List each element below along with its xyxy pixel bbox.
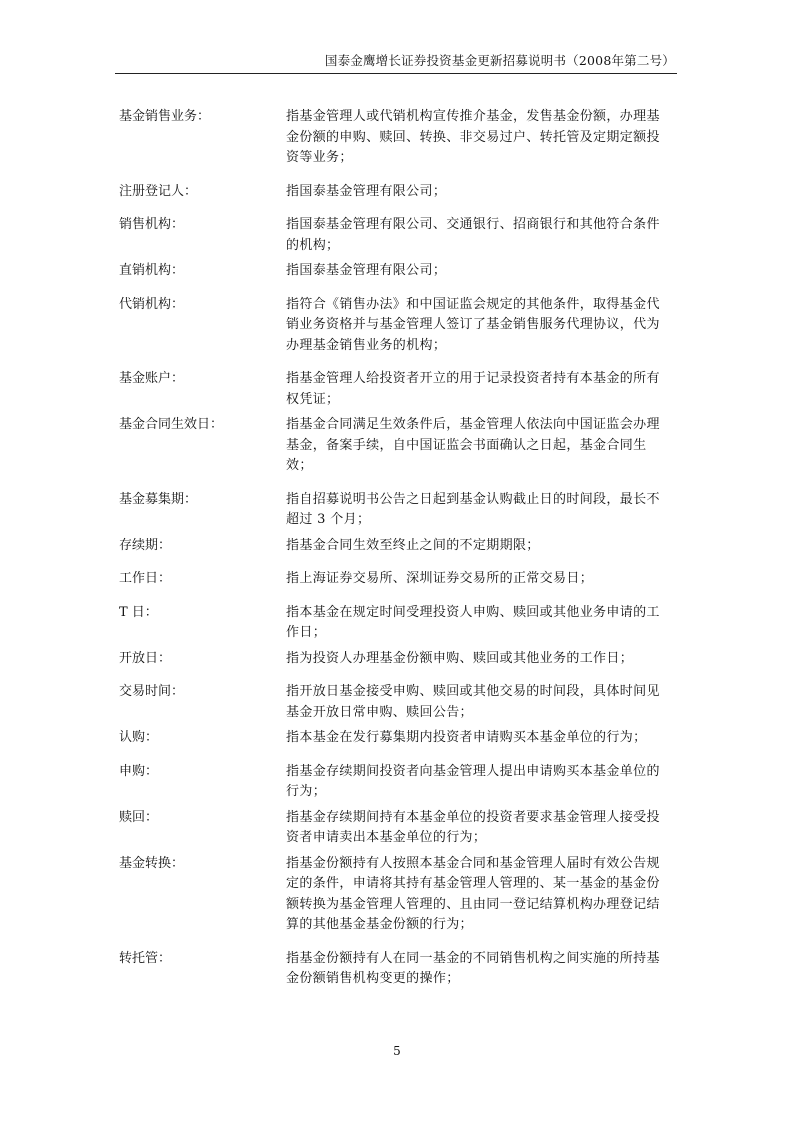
definition-text: 指符合《销售办法》和中国证监会规定的其他条件，取得基金代销业务资格并与基金管理人签订了基金销售服务代理协议，代为办理基金销售业务的机构；	[286, 296, 660, 353]
definition-row	[119, 369, 679, 410]
definition-text: 指基金合同满足生效条件后，基金管理人依法向中国证监会办理基金，备案手续，自中国证监会书面确认之日起，基金合同生效；	[286, 417, 660, 473]
definition-term: 工作日：	[119, 571, 172, 586]
definition-row	[119, 415, 679, 477]
definition-row	[119, 215, 679, 256]
definition-term: 基金合同生效日：	[119, 417, 224, 432]
definition-text: 指基金份额持有人在同一基金的不同销售机构之间实施的所持基金份额销售机构变更的操作；	[286, 950, 660, 986]
definition-term: 基金转换：	[119, 855, 185, 871]
page-number: 5	[393, 1044, 401, 1058]
definition-term: 代销机构：	[119, 296, 185, 312]
definition-row	[119, 182, 679, 203]
definition-row	[119, 569, 679, 590]
definition-term: 认购：	[119, 730, 159, 745]
definition-row	[119, 682, 679, 723]
definition-text: 指基金合同生效至终止之间的不定期期限；	[286, 537, 540, 553]
definition-term: 注册登记人：	[119, 183, 198, 199]
definition-text: 指基金存续期间投资者向基金管理人提出申请购买本基金单位的行为；	[286, 763, 660, 799]
definition-term: 申购：	[119, 763, 159, 779]
definition-row	[119, 762, 679, 803]
definition-text: 指国泰基金管理有限公司、交通银行、招商银行和其他符合条件的机构；	[286, 217, 660, 253]
definition-row	[119, 536, 679, 557]
definition-term: T 日：	[119, 604, 158, 620]
definition-row	[119, 107, 679, 169]
definition-term: 基金账户：	[119, 371, 185, 386]
header-rule	[115, 73, 677, 74]
definition-text: 指上海证券交易所、深圳证券交易所的正常交易日；	[286, 571, 594, 586]
running-header: 国泰金鹰增长证券投资基金更新招募说明书（2008年第二号）	[324, 53, 675, 68]
definition-text: 指自招募说明书公告之日起到基金认购截止日的时间段，最长不超过 3 个月；	[286, 491, 660, 527]
definition-text: 指本基金在规定时间受理投资人申购、赎回或其他业务申请的工作日；	[286, 604, 660, 640]
definition-text: 指基金管理人给投资者开立的用于记录投资者持有本基金的所有权凭证；	[286, 371, 660, 407]
definition-row	[119, 490, 679, 531]
definition-row	[119, 728, 679, 749]
definition-term: 存续期：	[119, 537, 172, 553]
definition-text: 指基金存续期间持有本基金单位的投资者要求基金管理人接受投资者申请卖出本基金单位的行为；	[286, 809, 660, 845]
definition-row	[119, 649, 679, 670]
definition-text: 指基金份额持有人按照本基金合同和基金管理人届时有效公告规定的条件，申请将其持有基金管理人管理的、某一基金的基金份额转换为基金管理人管理的、且由同一登记结算机构办理登记结算的其他基金基金份额的行为；	[286, 855, 660, 932]
definition-text: 指本基金在发行募集期内投资者申请购买本基金单位的行为；	[286, 730, 647, 745]
definition-term: 基金销售业务：	[119, 109, 211, 124]
definition-term: 直销机构：	[119, 263, 185, 278]
definition-text: 指为投资人办理基金份额申购、赎回或其他业务的工作日；	[286, 650, 634, 666]
definition-term: 赎回：	[119, 809, 159, 825]
definition-term: 开放日：	[119, 650, 172, 666]
definition-row	[119, 295, 679, 357]
definition-row	[119, 808, 679, 849]
definition-row	[119, 949, 679, 990]
definition-term: 转托管：	[119, 950, 172, 966]
definitions-list	[119, 107, 679, 990]
definition-term: 销售机构：	[119, 217, 185, 232]
definition-row	[119, 261, 679, 282]
definition-row	[119, 854, 679, 936]
definition-text: 指国泰基金管理有限公司；	[286, 183, 447, 199]
definition-text: 指国泰基金管理有限公司；	[286, 263, 447, 278]
definition-text: 指基金管理人或代销机构宣传推介基金，发售基金份额，办理基金份额的申购、赎回、转换、非交易过户、转托管及定期定额投资等业务；	[286, 109, 660, 165]
definition-term: 交易时间：	[119, 684, 185, 699]
definition-row	[119, 603, 679, 644]
definition-text: 指开放日基金接受申购、赎回或其他交易的时间段，具体时间见基金开放日常申购、赎回公告；	[286, 684, 660, 720]
definition-term: 基金募集期：	[119, 491, 198, 507]
